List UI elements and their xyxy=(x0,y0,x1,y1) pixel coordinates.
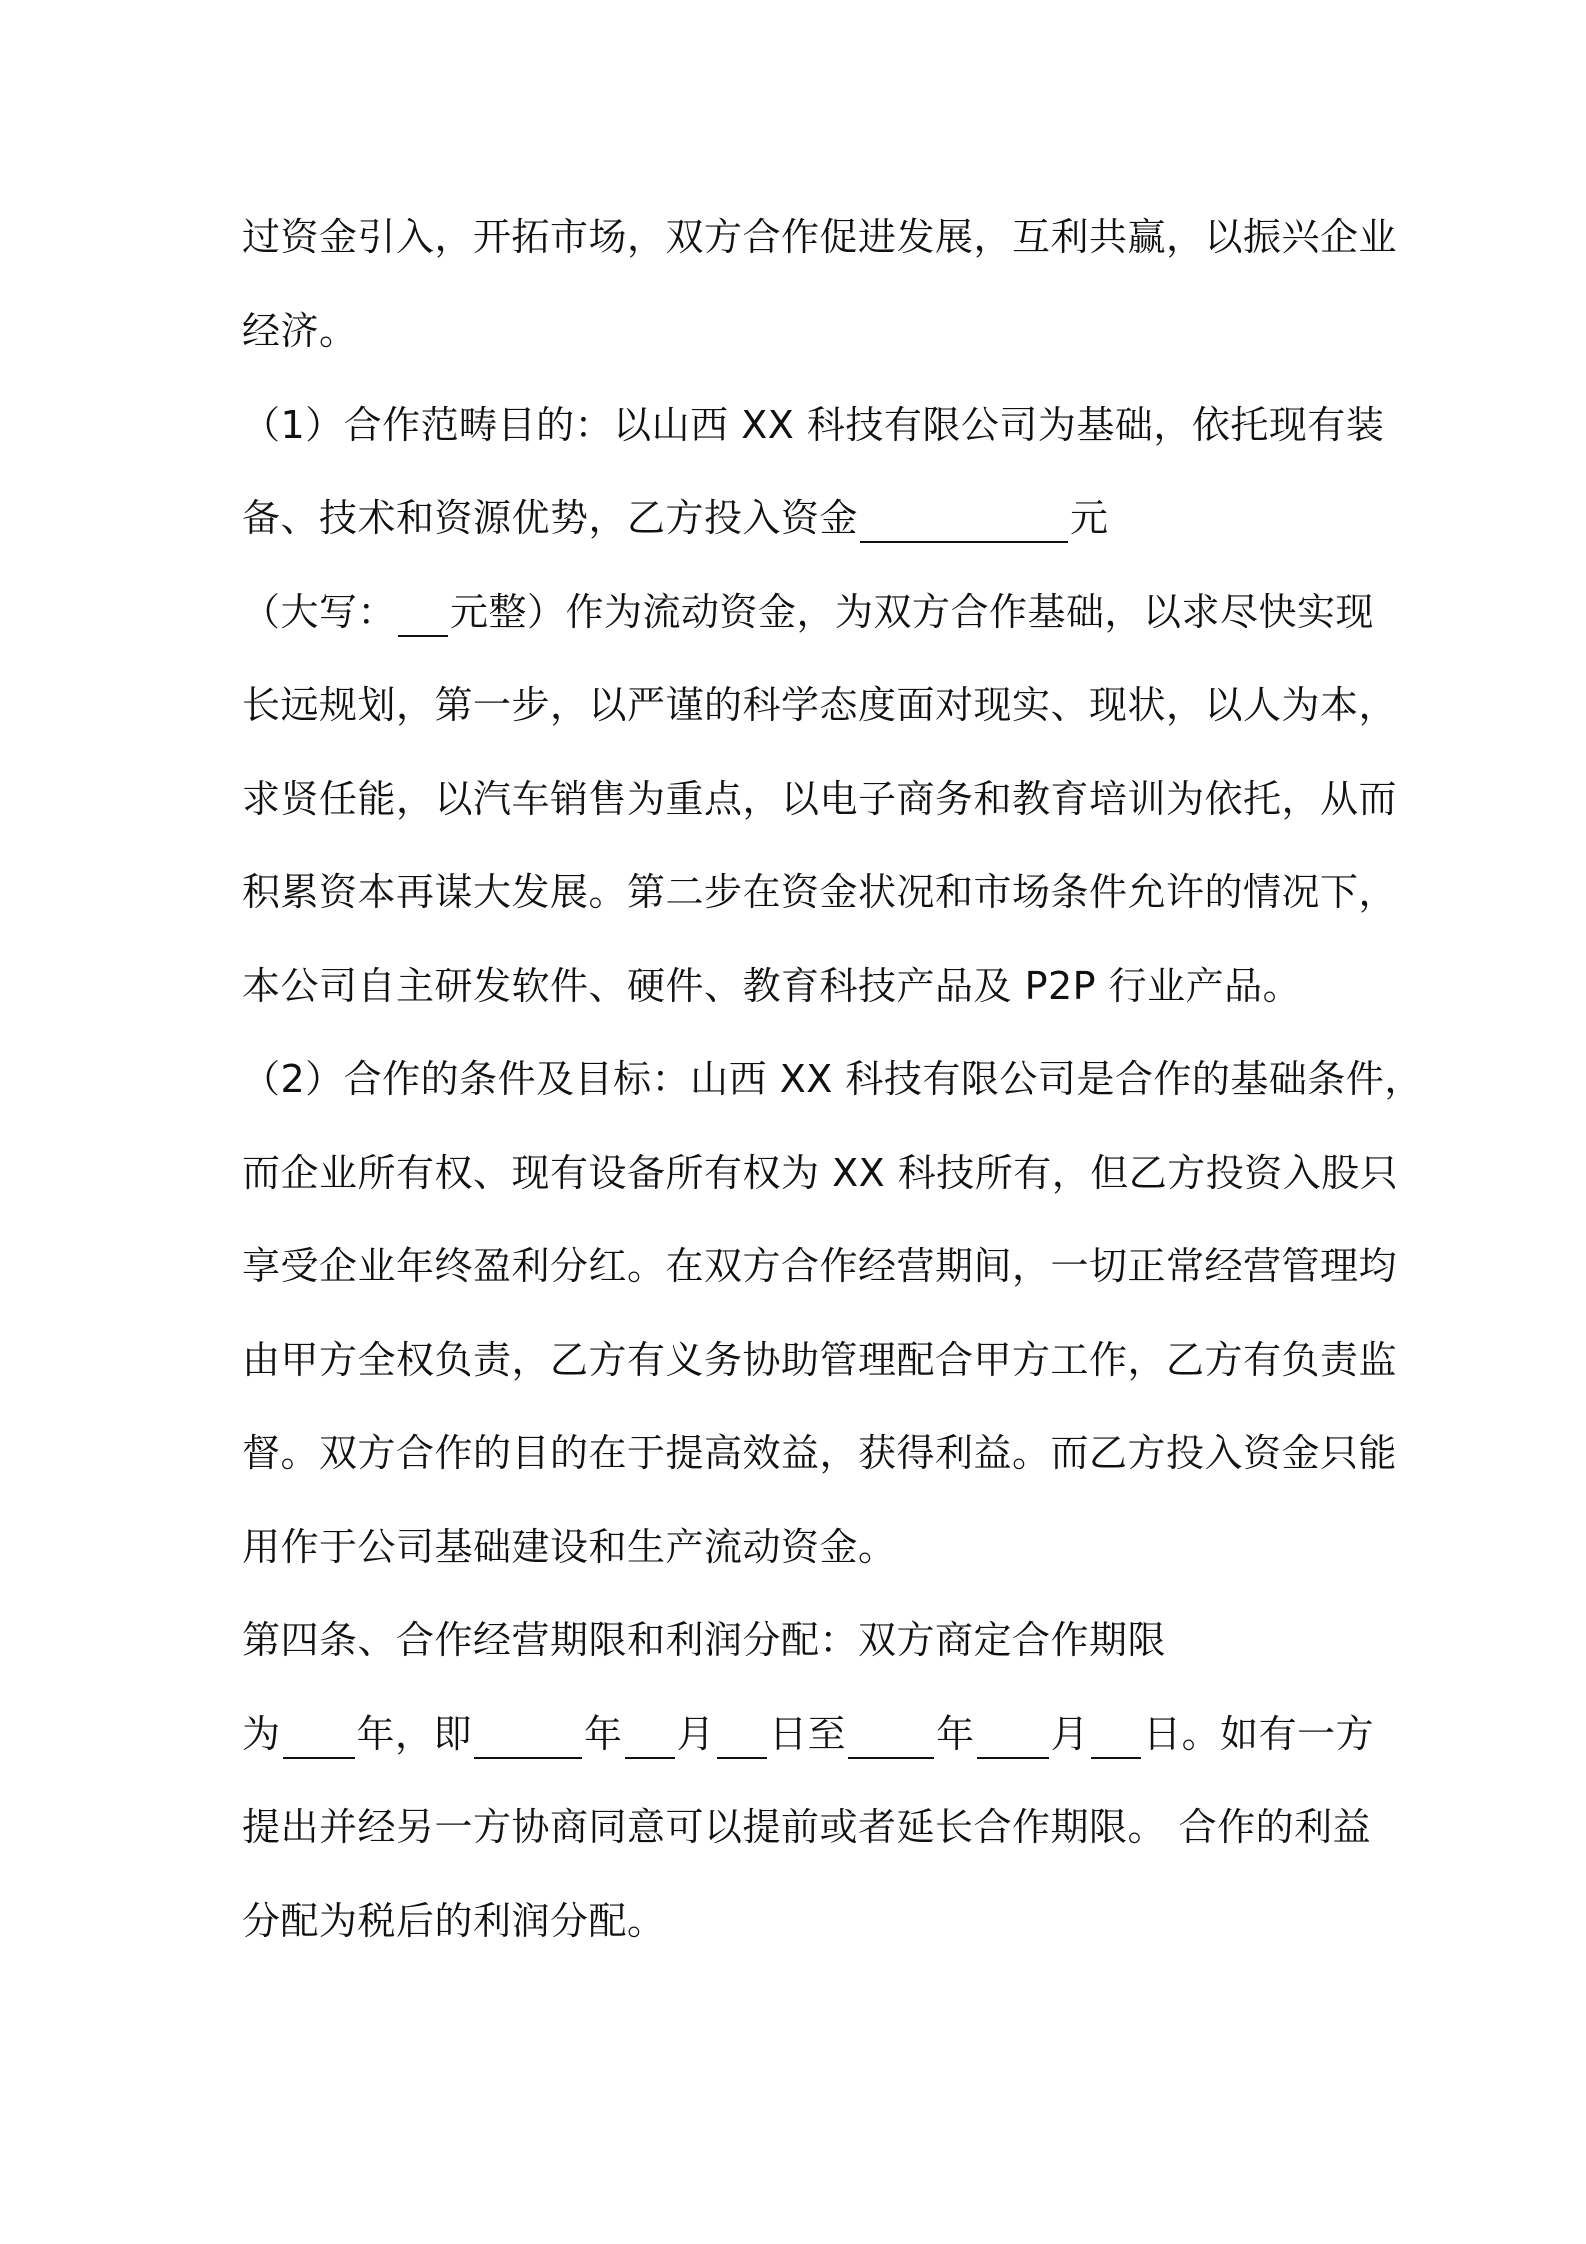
text-segment: 年，即 xyxy=(356,1712,473,1756)
text-line-investment xyxy=(242,493,1109,543)
text-segment: （大写： xyxy=(242,590,397,634)
blank-field xyxy=(860,501,1068,543)
blank-field xyxy=(977,1717,1049,1759)
text-segment: 元 xyxy=(1070,496,1109,540)
text-segment: 年 xyxy=(936,1712,975,1756)
text-segment: 元整）作为流动资金，为双方合作基础，以求尽快实现 xyxy=(450,590,1375,634)
text-segment: 月 xyxy=(676,1712,716,1756)
text-line: 本公司自主研发软件、硬件、教育科技产品及 P2P 行业产品。 xyxy=(242,964,1302,1008)
text-segment: 年 xyxy=(584,1712,623,1756)
text-line-period xyxy=(242,1709,1374,1759)
blank-field xyxy=(848,1717,934,1759)
text-line: （1）合作范畴目的：以山西 XX 科技有限公司为基础，依托现有装 xyxy=(242,403,1385,447)
text-segment: 月 xyxy=(1050,1712,1090,1756)
text-line: 经济。 xyxy=(242,309,358,353)
blank-field xyxy=(474,1717,582,1759)
text-line: 提出并经另一方协商同意可以提前或者延长合作期限。 合作的利益 xyxy=(242,1805,1372,1849)
text-line: 求贤任能，以汽车销售为重点，以电子商务和教育培训为依托，从而 xyxy=(242,777,1398,821)
text-segment: 备、技术和资源优势，乙方投入资金 xyxy=(242,496,859,540)
blank-field xyxy=(717,1717,767,1759)
text-segment: 日。如有一方 xyxy=(1143,1712,1375,1756)
blank-field xyxy=(625,1717,675,1759)
text-line: 用作于公司基础建设和生产流动资金。 xyxy=(242,1525,897,1569)
text-line: 积累资本再谋大发展。第二步在资金状况和市场条件允许的情况下， xyxy=(242,870,1398,914)
text-line: 过资金引入，开拓市场，双方合作促进发展，互利共赢，以振兴企业 xyxy=(242,215,1398,259)
text-line: 享受企业年终盈利分红。在双方合作经营期间，一切正常经营管理均 xyxy=(242,1244,1398,1288)
blank-field xyxy=(398,595,448,637)
text-line: 长远规划，第一步，以严谨的科学态度面对现实、现状，以人为本， xyxy=(242,683,1398,727)
text-segment: 为 xyxy=(242,1712,281,1756)
text-line: 而企业所有权、现有设备所有权为 XX 科技所有，但乙方投资入股只 xyxy=(242,1151,1399,1195)
blank-field xyxy=(283,1717,355,1759)
text-line-capitalized-amount xyxy=(242,587,1374,637)
text-segment: 日至 xyxy=(769,1712,847,1756)
text-line: 第四条、合作经营期限和利润分配：双方商定合作期限 xyxy=(242,1618,1167,1662)
text-line: 由甲方全权负责，乙方有义务协助管理配合甲方工作，乙方有负责监 xyxy=(242,1338,1398,1382)
text-line: 分配为税后的利润分配。 xyxy=(242,1899,666,1943)
text-line: 督。双方合作的目的在于提高效益，获得利益。而乙方投入资金只能 xyxy=(242,1431,1398,1475)
blank-field xyxy=(1091,1717,1141,1759)
text-line: （2）合作的条件及目标：山西 XX 科技有限公司是合作的基础条件， xyxy=(242,1057,1423,1101)
